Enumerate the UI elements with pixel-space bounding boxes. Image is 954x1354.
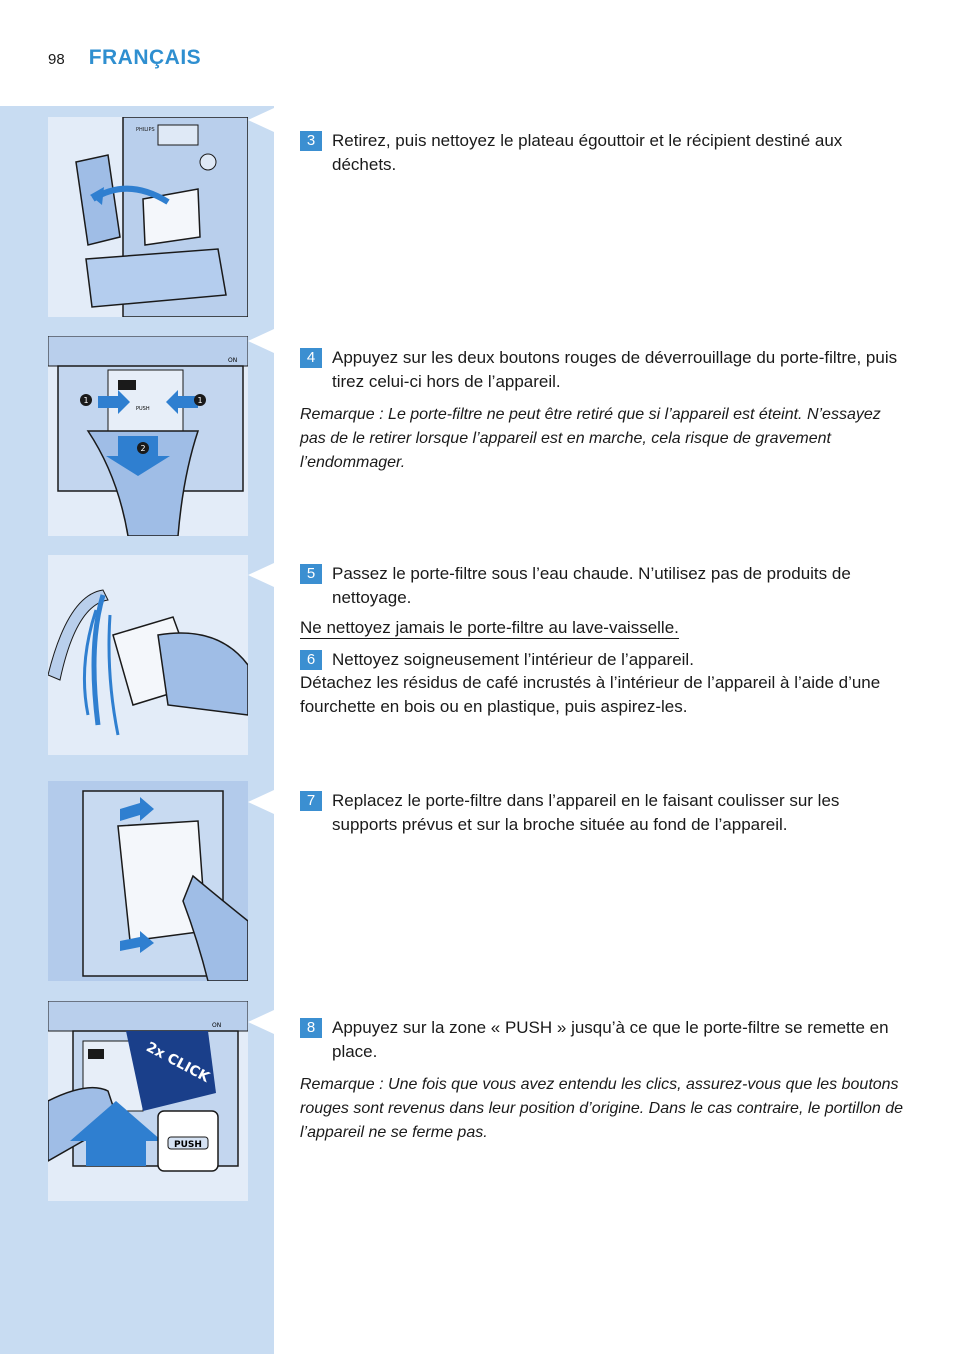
reinsert-drawing <box>48 781 248 981</box>
step-6 <box>300 648 905 672</box>
page-header <box>48 46 201 76</box>
step-text: Retirez, puis nettoyez le plateau égouttoir et le récipient destiné aux déchets. <box>332 131 843 174</box>
drip-tray-drawing <box>48 117 248 317</box>
marker-1-right: 1 <box>197 396 203 405</box>
language-title: FRANÇAIS <box>88 46 202 69</box>
push-badge: PUSH <box>174 1140 202 1150</box>
step-4-block <box>300 346 905 475</box>
rinse-drawing <box>48 555 248 755</box>
power-label: ON <box>212 1022 222 1029</box>
marker-1-left: 1 <box>83 396 89 405</box>
step-text: Nettoyez soigneusement l’intérieur de l’appareil. <box>332 649 694 669</box>
step-4 <box>300 346 905 393</box>
step-number: 3 <box>300 131 322 151</box>
step-7 <box>300 789 905 836</box>
step-text: Appuyez sur les deux boutons rouges de déverrouillage du porte-filtre, puis tirez celui-ci hors de l’appareil. <box>332 348 898 391</box>
illustration-drip-tray <box>48 117 248 317</box>
push-label: PUSH <box>136 406 150 412</box>
illustration-rinse <box>48 555 248 755</box>
step-8-block <box>300 1016 905 1145</box>
step-5-block <box>300 562 905 718</box>
dishwasher-warning: Ne nettoyez jamais le porte-filtre au lave-vaisselle. <box>300 618 679 637</box>
brand-label: PHILIPS <box>136 127 155 133</box>
illustration-release-buttons <box>48 336 248 536</box>
step-number: 6 <box>300 650 322 670</box>
step-text: Passez le porte-filtre sous l’eau chaude. N’utilisez pas de produits de nettoyage. <box>332 564 851 607</box>
step-4-note: Remarque : Le porte-filtre ne peut être retiré que si l’appareil est éteint. N’essayez pas de le retirer lorsque l’appareil est en marche, cela risque de gravement l’endommager. <box>300 406 881 471</box>
step-8 <box>300 1016 905 1063</box>
step-number: 5 <box>300 564 322 584</box>
release-buttons-drawing <box>48 336 248 536</box>
click-label: 2x CLICK <box>143 1039 212 1086</box>
step-number: 8 <box>300 1018 322 1038</box>
power-label: ON <box>228 357 238 364</box>
push-drawing <box>48 1001 248 1201</box>
illustration-push <box>48 1001 248 1201</box>
step-6-detail: Détachez les résidus de café incrustés à l’intérieur de l’appareil à l’aide d’une fourchette en bois ou en plastique, puis aspirez-les. <box>300 673 881 716</box>
step-text: Replacez le porte-filtre dans l’appareil en le faisant coulisser sur les supports prévus et sur la broche située au fond de l’appareil. <box>332 791 840 834</box>
step-5 <box>300 562 905 609</box>
step-3-block <box>300 129 905 176</box>
step-7-block <box>300 789 905 836</box>
step-text: Appuyez sur la zone « PUSH » jusqu’à ce que le porte-filtre se remette en place. <box>332 1018 889 1061</box>
marker-2: 2 <box>140 444 146 453</box>
step-number: 7 <box>300 791 322 811</box>
illustration-reinsert <box>48 781 248 981</box>
step-3 <box>300 129 905 176</box>
step-8-note: Remarque : Une fois que vous avez entendu les clics, assurez-vous que les boutons rouges sont revenus dans leur position d’origine. Dans le cas contraire, le portillon de l’appareil ne se ferme pas. <box>300 1076 904 1141</box>
page-number: 98 <box>48 51 65 68</box>
step-number: 4 <box>300 348 322 368</box>
